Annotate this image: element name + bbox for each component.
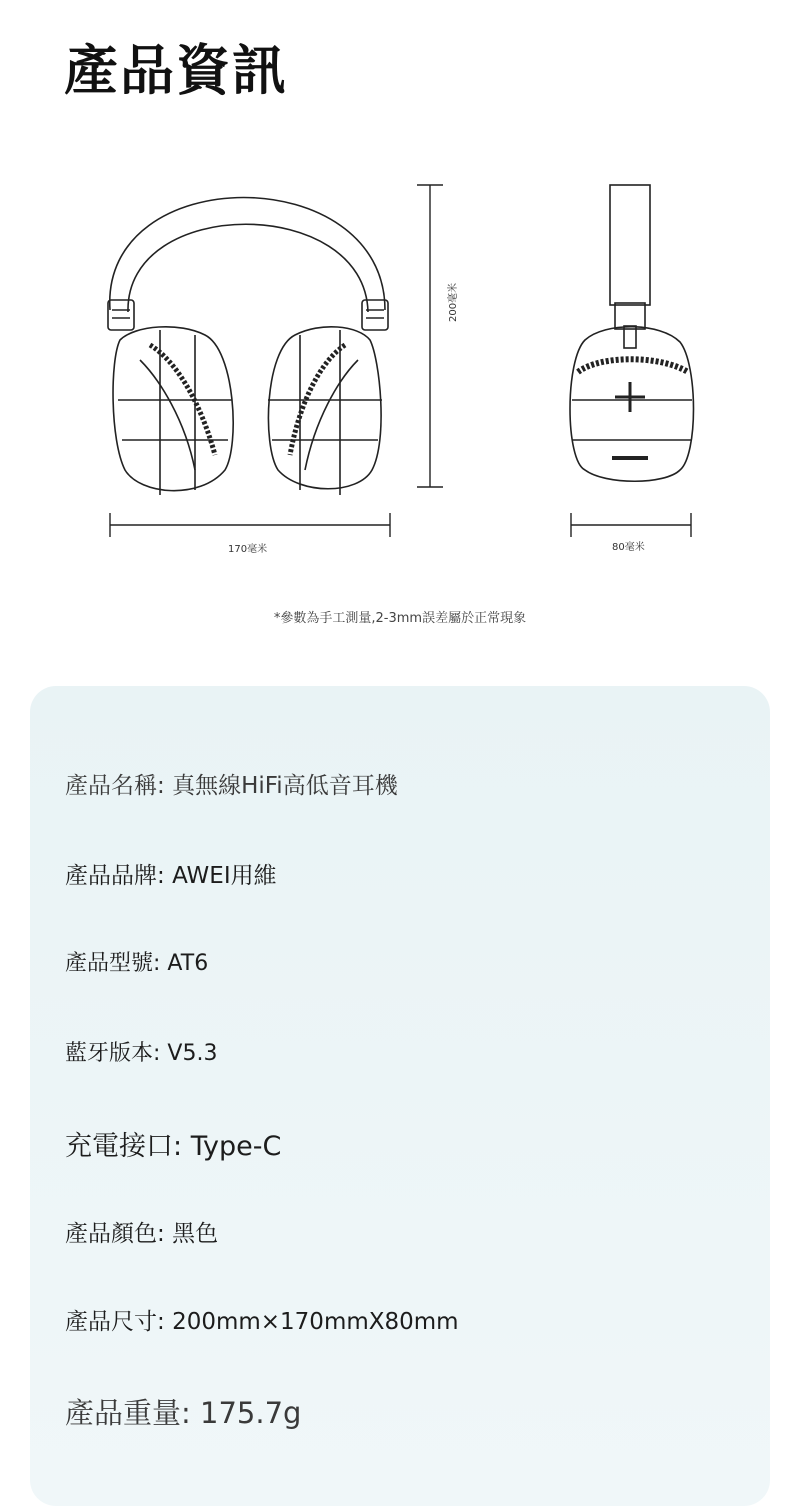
spec-key: 藍牙版本:	[65, 1041, 161, 1066]
spec-value: AWEI用維	[172, 863, 277, 889]
spec-row-weight	[65, 1391, 301, 1432]
headphone-side-view	[570, 185, 694, 481]
spec-key: 產品名稱:	[65, 773, 165, 799]
spec-key: 充電接口:	[65, 1131, 183, 1162]
spec-value: 黑色	[172, 1221, 219, 1247]
page-title: 產品資訊	[64, 39, 288, 102]
spec-row-color	[65, 1215, 218, 1248]
spec-row-name	[65, 767, 398, 800]
headphone-front-view	[108, 198, 388, 496]
width-dimension-label: 170毫米	[228, 544, 268, 555]
spec-value: 200mm×170mmX80mm	[172, 1309, 459, 1335]
spec-value: 175.7g	[200, 1396, 302, 1430]
dimension-lines	[110, 185, 691, 537]
height-dimension-label: 200毫米	[448, 282, 459, 322]
spec-row-model	[65, 946, 208, 977]
spec-value: 真無線HiFi高低音耳機	[172, 773, 398, 799]
spec-row-charging	[65, 1124, 281, 1163]
spec-value: AT6	[167, 951, 209, 976]
spec-value: Type-C	[190, 1131, 282, 1162]
spec-row-size	[65, 1303, 459, 1336]
spec-key: 產品顏色:	[65, 1221, 165, 1247]
spec-key: 產品尺寸:	[65, 1309, 165, 1335]
spec-row-bluetooth	[65, 1036, 217, 1067]
spec-key: 產品品牌:	[65, 863, 165, 889]
spec-card	[30, 686, 770, 1506]
spec-value: V5.3	[167, 1041, 218, 1066]
depth-dimension-label: 80毫米	[612, 542, 645, 553]
spec-row-brand	[65, 857, 277, 890]
spec-key: 產品型號:	[65, 951, 161, 976]
spec-key: 產品重量:	[65, 1396, 191, 1430]
measurement-note: *參數為手工測量,2-3mm誤差屬於正常現象	[273, 611, 527, 626]
headphone-dimension-diagram	[0, 150, 800, 580]
